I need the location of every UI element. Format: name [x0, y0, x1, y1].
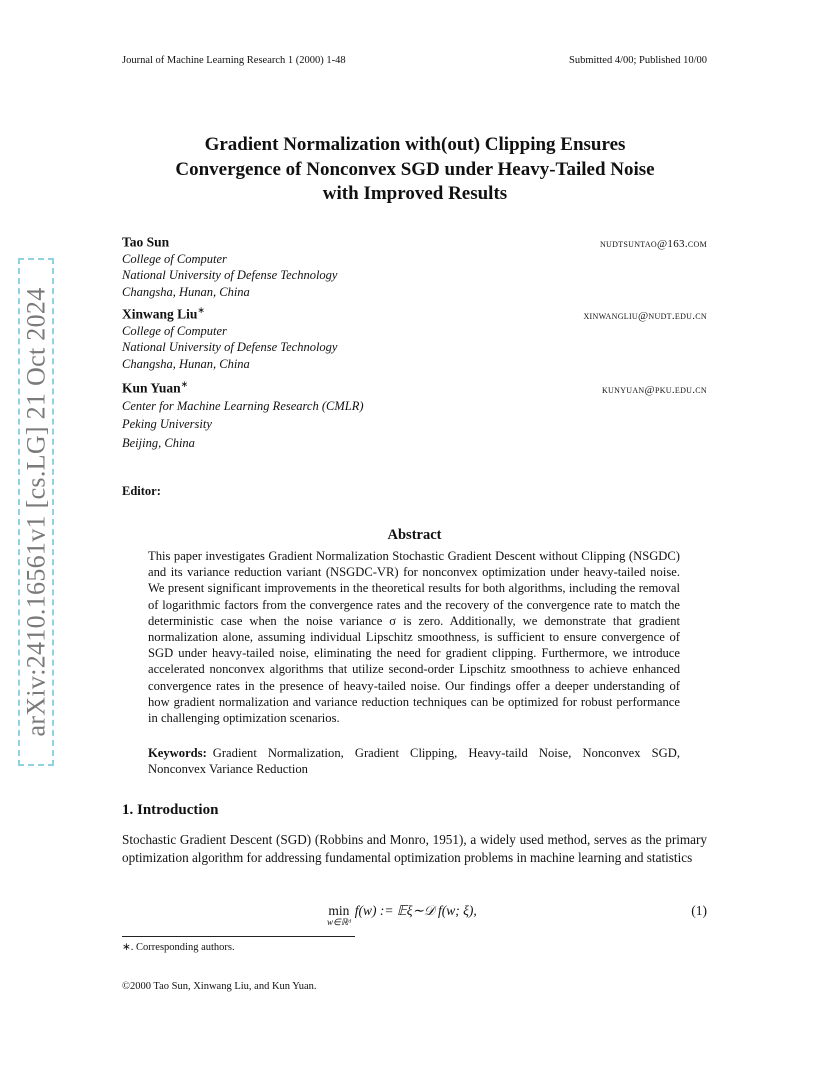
author-name: Tao Sun	[122, 234, 170, 250]
author-name: Kun Yuan∗	[122, 379, 189, 396]
author-email[interactable]: kunyuan@pku.edu.cn	[601, 383, 707, 396]
copyright-notice: ©2000 Tao Sun, Xinwang Liu, and Kun Yuan.	[122, 981, 317, 992]
arxiv-id: arXiv:2410.16561v1 [cs.LG] 21 Oct 2024	[21, 287, 50, 737]
running-header	[122, 55, 707, 66]
footnote: ∗. Corresponding authors.	[122, 942, 235, 953]
keywords-label: Keywords:	[148, 746, 207, 760]
min-operator: min w∈ℝᵈ	[327, 903, 351, 927]
editor-label: Editor:	[122, 484, 161, 498]
author-affiliation: Changsha, Hunan, China	[122, 356, 250, 371]
equation-number: (1)	[691, 903, 707, 918]
abstract-heading: Abstract	[387, 527, 442, 543]
author-email[interactable]: nudtsuntao@163.com	[599, 237, 707, 250]
author-affiliation: National University of Defense Technology	[122, 340, 338, 354]
footnote-rule	[122, 936, 355, 937]
arxiv-identifier-stamp	[18, 258, 54, 766]
title-line: Convergence of Nonconvex SGD under Heavy-Tailed Noise	[175, 158, 655, 180]
equation-1	[122, 900, 707, 934]
author-affiliation: Changsha, Hunan, China	[122, 284, 250, 299]
title-line: Gradient Normalization with(out) Clipping Ensures	[204, 134, 626, 155]
journal-citation: Journal of Machine Learning Research 1 (2000) 1-48	[122, 55, 346, 66]
keywords-text: Gradient Normalization, Gradient Clipping, Heavy-taild Noise, Nonconvex SGD, Nonconvex Variance Reduction	[148, 746, 680, 777]
submission-dates: Submitted 4/00; Published 10/00	[569, 55, 707, 66]
keywords	[148, 745, 680, 777]
author-affiliation: College of Computer	[122, 323, 227, 338]
author-affiliation: National University of Defense Technology	[122, 268, 338, 282]
author-affiliation: College of Computer	[122, 251, 227, 266]
equation-body: f(w) := 𝔼ξ∼𝒟 f(w; ξ),	[354, 903, 477, 918]
corresponding-mark: ∗	[197, 305, 205, 315]
author-email[interactable]: xinwangliu@nudt.edu.cn	[583, 309, 707, 322]
corresponding-mark: ∗	[180, 379, 189, 389]
author-name: Xinwang Liu∗	[122, 305, 205, 322]
paper-title	[100, 133, 730, 207]
author-affiliation: Peking University	[122, 417, 212, 431]
author-affiliation: Center for Machine Learning Research (CMLR)	[122, 398, 364, 413]
author-affiliation: Beijing, China	[122, 435, 195, 450]
author-block	[122, 379, 707, 452]
introduction-text: Stochastic Gradient Descent (SGD) (Robbins and Monro, 1951), a widely used method, serves as the primary optimization algorithm for addressing fundamental optimization problems in machine learning and statistics	[122, 832, 707, 865]
author-block	[122, 233, 707, 300]
abstract-text: This paper investigates Gradient Normalization Stochastic Gradient Descent without Clipping (NSGDC) and its variance reduction variant (NSGDC-VR) for nonconvex optimization under heavy-tailed noise. We present significant improvements in the theoretical results for both algorithms, including the removal of logarithmic factors from the convergence rates and the recovery of the convergence rate to match the deterministic case when the noise variance σ is zero. Additionally, we demonstrate that gradient normalization alone, assuming individual Lipschitz smoothness, is sufficient to ensure convergence of SGD under heavy-tailed noise, eliminating the need for gradient clipping. Furthermore, we introduce accelerated nonconvex algorithms that utilize second-order Lipschitz smoothness to achieve enhanced convergence rates in the presence of heavy-tailed noise. Our findings offer a deeper understanding of how gradient normalization and variance reduction techniques can be optimized for robust performance in challenging optimization scenarios.	[148, 549, 680, 726]
author-block	[122, 305, 707, 372]
section-heading: 1. Introduction	[122, 802, 219, 818]
title-line: with Improved Results	[322, 183, 508, 204]
min-subscript: w∈ℝᵈ	[327, 917, 351, 927]
